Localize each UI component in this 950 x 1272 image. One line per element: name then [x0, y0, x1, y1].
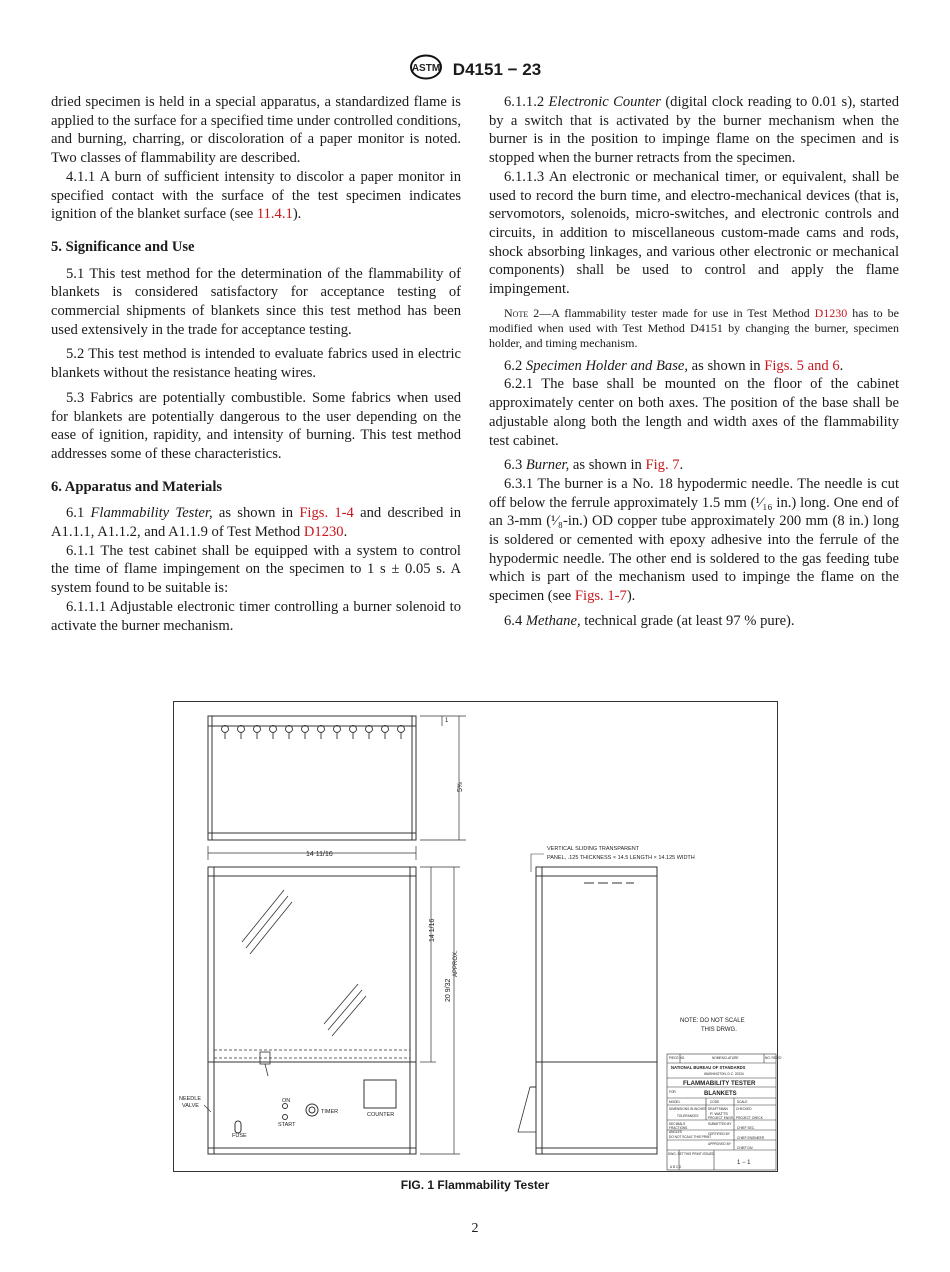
paragraph-6-2-1: 6.2.1 The base shall be mounted on the floor of the cabinet approximately center on both axes. The position of the base shall be adjustable along both the length and width axes of the flammability test cabinet.: [489, 376, 899, 449]
right-column: [489, 93, 899, 631]
needle-valve-label-1: NEEDLE: [179, 1096, 202, 1102]
tb-scale: SCALE: [737, 1100, 748, 1104]
tb-decimals: DECIMALS: [669, 1122, 686, 1126]
tb-chief-engineer: CHIEF ENGINEER: [737, 1136, 765, 1140]
dim-14-1-16: 14 1/16: [429, 918, 436, 942]
burner-assembly: [260, 1052, 270, 1076]
tb-project-check: PROJECT CHECK: [736, 1116, 763, 1120]
tb-sheet: 1 − 1: [737, 1160, 751, 1166]
tb-piece: PIECE NO.: [669, 1056, 686, 1060]
tb-do-not-scale: DO NOT SCALE THIS PRINT: [669, 1135, 712, 1139]
paragraph-6-4: 6.4 Methane, technical grade (at least 97 % pure).: [504, 612, 795, 629]
tb-fractions: FRACTIONS: [669, 1126, 688, 1130]
tb-tolerances: TOLERANCES: [677, 1114, 699, 1118]
paragraph-6-3: 6.3 Burner, as shown in Fig. 7.: [504, 457, 684, 474]
paragraph-6-3-1: 6.3.1 The burner is a No. 18 hypodermic needle. The needle is cut off below the ferrule approximately 1.5 mm (¹⁄₁₆ in.) long. One end of an 3-mm (¹⁄₈-in.) OD copper tube approximately 200 mm (8 in.) long is soldered or cemented with epoxy adhesive into the ferrule of the hypodermic needle. The other end is soldered to the gas feeding tube which is part of the mechanism used to impinge the flame on the specimen (see Figs. 1-7).: [489, 475, 899, 605]
ref-link-11-4-1[interactable]: 11.4.1: [256, 206, 293, 223]
tb-angles: ANGLES: [669, 1130, 682, 1134]
specimen-rack: [214, 1050, 410, 1058]
tb-sheet-no: DWG. SET: [668, 1152, 684, 1156]
paragraph-6-1-1-2: 6.1.1.2 Electronic Counter (digital clock reading to 0.01 s), started by a switch that is activated by the burner mechanism when the burner is in the position to impinge flame on the specimen and is stopped when the burner retracts from the specimen.: [489, 94, 900, 167]
paragraph-5-2: 5.2 This test method is intended to evaluate fabrics used in electric blankets without the resistance heating wires.: [51, 346, 461, 382]
page-number: 2: [471, 1221, 479, 1236]
control-panel: [235, 1080, 396, 1133]
tb-dimensions: DIMENSIONS IN INCHES: [669, 1107, 707, 1111]
tb-city: WASHINGTON, D.C. 20234: [704, 1072, 744, 1076]
drawing-note-2: THIS DRWG.: [701, 1027, 737, 1033]
ref-link-d1230[interactable]: D1230: [303, 524, 344, 541]
paragraph-4-1-cont: dried specimen is held in a special apparatus, a standardized flame is applied to the surface for a specified time under controlled conditions, and burning, charring, or discoloration of a paper monitor is noted. Two classes of flammability are described.: [51, 94, 461, 167]
section-heading-6: 6. Apparatus and Materials: [51, 478, 223, 495]
tb-checked: CHECKED: [736, 1107, 752, 1111]
page-header: [0, 54, 950, 85]
tb-this-print: THIS PRINT ISSUED: [684, 1152, 715, 1156]
tb-no-reqd: NO. REQ'D: [765, 1056, 782, 1060]
section-heading-5: 5. Significance and Use: [51, 238, 195, 255]
needle-valve-label-2: VALVE: [182, 1103, 199, 1109]
counter-label: COUNTER: [367, 1112, 395, 1118]
paragraph-6-2: 6.2 Specimen Holder and Base, as shown in Figs. 5 and 6.: [504, 357, 844, 374]
dim-20-9-32: 20 9/32: [445, 978, 452, 1002]
panel-note-line-2: PANEL, .125 THICKNESS × 14.5 LENGTH × 14.125 WIDTH: [547, 855, 695, 861]
glass-reflection: [242, 890, 366, 1036]
dim-5-5-8: 5⅝: [457, 782, 464, 792]
tb-code: CODE: [710, 1100, 720, 1104]
tb-for: FOR: [669, 1090, 676, 1094]
paragraph-5-1: 5.1 This test method for the determination of the flammability of blankets is considered satisfactory for acceptance testing of commercial shipments of blankets since this test method has been used extensively in the trade for acceptance testing.: [51, 265, 461, 338]
tb-agency: NATIONAL BUREAU OF STANDARDS: [671, 1065, 746, 1070]
panel-note-line-1: VERTICAL SLIDING TRANSPARENT: [547, 846, 640, 852]
paragraph-6-1-1-1: 6.1.1.1 Adjustable electronic timer controlling a burner solenoid to activate the burner mechanism.: [51, 598, 461, 634]
figure-1-drawing: [173, 701, 782, 1172]
tb-draftsman: DRAFTSMAN: [708, 1107, 728, 1111]
paragraph-6-1: 6.1 Flammability Tester, as shown in Figs. 1-4 and described in A1.1.1, A1.1.2, and A1.1.9 of Test Method D1230.: [51, 505, 461, 541]
tb-subject: BLANKETS: [704, 1091, 737, 1097]
dim-width: 14 11/16: [306, 851, 333, 858]
tb-chief-sec: CHIEF SEC.: [737, 1126, 755, 1130]
on-label: ON: [282, 1098, 291, 1104]
fuse-label: FUSE: [232, 1133, 247, 1139]
tb-drafter: P. WATTS: [710, 1111, 728, 1116]
ref-link-fig-7[interactable]: Fig. 7: [645, 457, 680, 474]
tb-submitted: SUBMITTED BY: [708, 1122, 732, 1126]
ref-link-d1230-note[interactable]: D1230: [814, 305, 848, 320]
drawing-note-1: NOTE: DO NOT SCALE: [680, 1018, 745, 1024]
tb-nomenclature: NOMENCLATURE: [712, 1056, 739, 1060]
cabinet-side: [518, 867, 657, 1154]
paragraph-5-3: 5.3 Fabrics are potentially combustible. Some fabrics when used for blankets are potentially dangerous to the user depending on the ease of ignition, rapidity, and intensity of burning. This test method addresses some of these characteristics.: [51, 389, 461, 462]
note-2: Note 2—A flammability tester made for use in Test Method D1230 has to be modified when used with Test Method D4151 by changing the burner, specimen holder, and timing mechanism.: [489, 305, 899, 350]
astm-logo: [409, 54, 443, 85]
start-label: START: [278, 1122, 296, 1128]
tb-approved: APPROVED BY: [708, 1142, 731, 1146]
tb-chief-div: CHIEF DIV.: [737, 1146, 754, 1150]
paragraph-6-1-1: 6.1.1 The test cabinet shall be equipped with a system to control the time of flame impingement on the specimen to 1 s ± 0.05 s. A system found to be suitable is:: [51, 542, 461, 597]
tb-letters: A B C D: [670, 1165, 682, 1169]
figure-caption: FIG. 1 Flammability Tester: [400, 1178, 550, 1192]
left-column: [51, 93, 461, 635]
dimension-hood-height: [420, 716, 466, 840]
ref-link-figs-1-4[interactable]: Figs. 1-4: [299, 505, 354, 522]
paragraph-4-1-1: 4.1.1 A burn of sufficient intensity to discolor a paper monitor in specified contact with the surface of the test specimen indicates ignition of the blanket surface (see 11.4.1).: [51, 168, 461, 223]
dim-top: 1: [445, 718, 449, 724]
approx-label: APPROX.: [453, 950, 459, 977]
tb-certified: CERTIFIED BY: [708, 1132, 730, 1136]
standard-designation: D4151 − 23: [452, 59, 542, 79]
tb-model: MODEL: [669, 1100, 681, 1104]
logo-text: ASTM: [411, 63, 440, 74]
ref-link-figs-1-7[interactable]: Figs. 1-7: [574, 588, 627, 605]
paragraph-6-1-1-3: 6.1.1.3 An electronic or mechanical timer, or equivalent, shall be used to record the burn time, and electro-mechanical devices (that is, servomotors, solenoids, micro-switches, and electronic controls and circuits, in addition to miscellaneous custom-made cams and rods, shock absorbing linkages, and various other electronic or mechanical components) shall be used to control and apply the flame impingement.: [489, 168, 899, 298]
tb-title: FLAMMABILITY TESTER: [683, 1080, 756, 1087]
cabinet-front: [208, 867, 416, 1154]
tb-project-engr: PROJECT ENGR.: [708, 1116, 734, 1120]
ref-link-figs-5-6[interactable]: Figs. 5 and 6: [764, 357, 840, 374]
vent-holes: [222, 726, 405, 740]
timer-label: TIMER: [321, 1109, 339, 1115]
dimension-heights: [420, 867, 460, 1154]
